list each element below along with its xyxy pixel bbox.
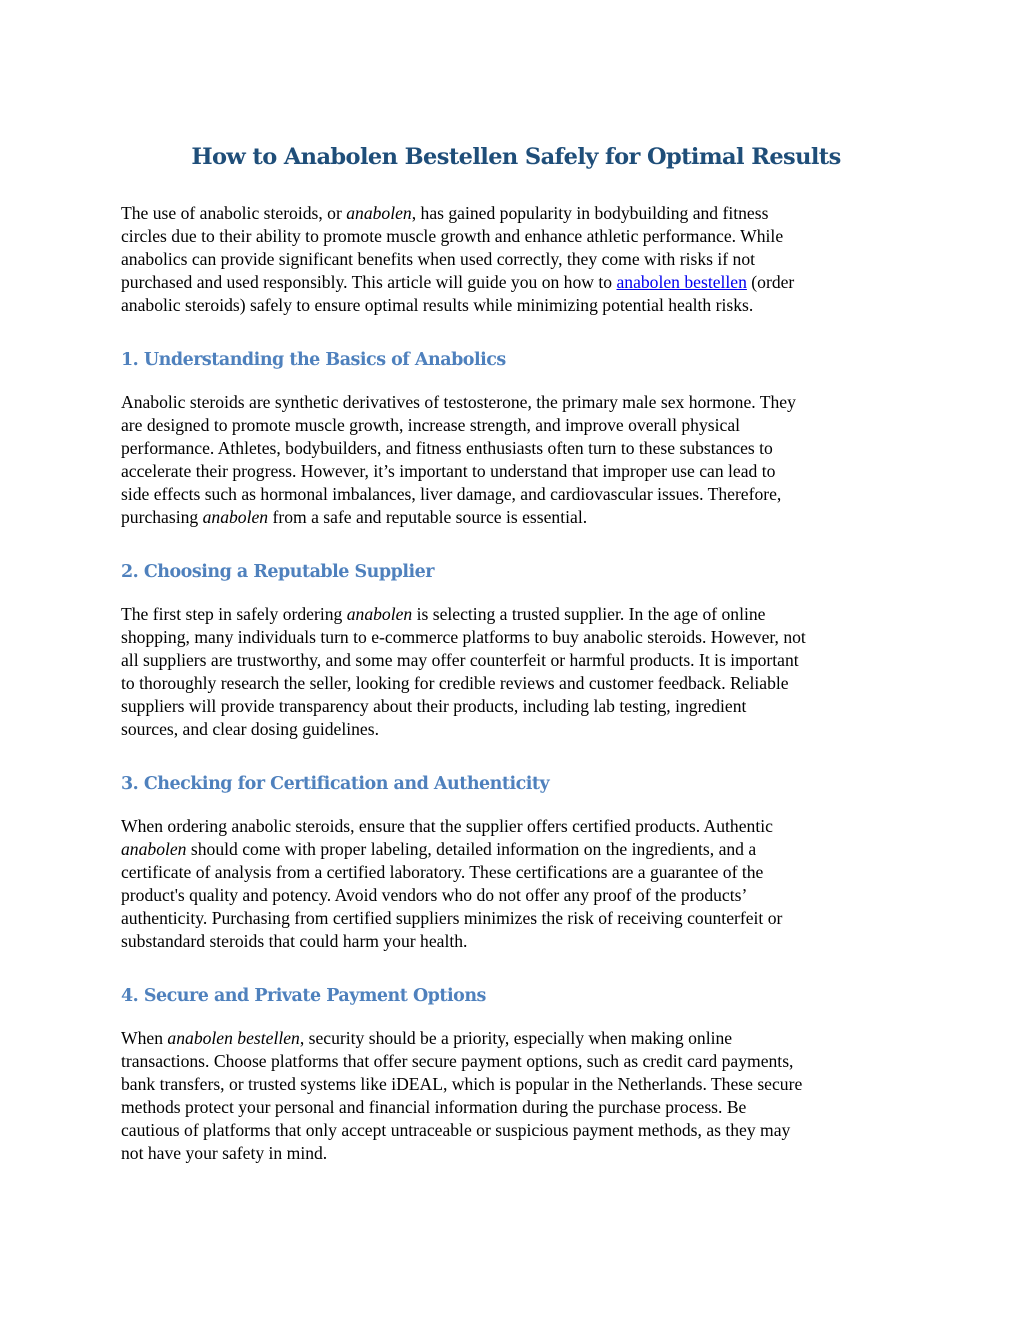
text-line: suppliers will provide transparency about their products, including lab testing, ingredient	[121, 696, 747, 716]
text-run: should come with proper labeling, detailed information on the ingredients, and a	[186, 839, 757, 859]
text-line: methods protect your personal and financial information during the purchase process. Be	[121, 1097, 747, 1117]
emphasis-text: anabolen	[202, 507, 269, 527]
text-line: authenticity. Purchasing from certified suppliers minimizes the risk of receiving counterfeit or	[121, 908, 783, 928]
section-paragraph-basics	[121, 391, 911, 529]
document-title: How to Anabolen Bestellen Safely for Optimal Results	[191, 144, 841, 170]
text-run: from a safe and reputable source is essential.	[268, 507, 588, 527]
anabolen-bestellen-link[interactable]: anabolen bestellen	[616, 272, 747, 292]
text-line	[121, 1027, 911, 1050]
text-line: performance. Athletes, bodybuilders, and fitness enthusiasts often turn to these substances to	[121, 438, 773, 458]
emphasis-text: anabolen bestellen	[167, 1028, 300, 1048]
intro-paragraph	[121, 202, 911, 317]
text-line: When ordering anabolic steroids, ensure that the supplier offers certified products. Authentic	[121, 816, 773, 836]
text-line: bank transfers, or trusted systems like iDEAL, which is popular in the Netherlands. These secure	[121, 1074, 803, 1094]
text-run: purchased and used responsibly. This article will guide you on how to	[121, 272, 617, 292]
text-line: certificate of analysis from a certified laboratory. These certifications are a guarantee of the	[121, 862, 764, 882]
text-run: When	[121, 1028, 168, 1048]
text-run: , has gained popularity in bodybuilding and fitness	[411, 203, 769, 223]
text-line: Anabolic steroids are synthetic derivatives of testosterone, the primary male sex hormone. They	[121, 392, 796, 412]
text-run: purchasing	[121, 507, 203, 527]
text-line: not have your safety in mind.	[121, 1143, 328, 1163]
document-content	[121, 140, 911, 1194]
text-line: anabolics can provide significant benefits when used correctly, they come with risks if not	[121, 249, 756, 269]
section-heading-basics: 1. Understanding the Basics of Anabolics	[121, 350, 506, 370]
text-line: transactions. Choose platforms that offer secure payment options, such as credit card payments,	[121, 1051, 794, 1071]
text-line: to thoroughly research the seller, looking for credible reviews and customer feedback. Reliable	[121, 673, 789, 693]
section-paragraph-payment	[121, 1027, 911, 1165]
text-run: (order	[746, 272, 795, 292]
text-line	[121, 603, 911, 626]
text-run: , security should be a priority, especially when making online	[299, 1028, 733, 1048]
emphasis-text: anabolen	[121, 839, 187, 859]
text-line: substandard steroids that could harm your health.	[121, 931, 468, 951]
section-heading-certification: 3. Checking for Certification and Authenticity	[121, 774, 550, 794]
text-line	[121, 202, 911, 225]
text-line	[121, 506, 911, 529]
section-heading-payment: 4. Secure and Private Payment Options	[121, 986, 486, 1006]
text-line: anabolic steroids) safely to ensure optimal results while minimizing potential health risks.	[121, 295, 754, 315]
text-line: shopping, many individuals turn to e-commerce platforms to buy anabolic steroids. However, not	[121, 627, 806, 647]
emphasis-text: anabolen	[346, 604, 413, 624]
text-line: circles due to their ability to promote muscle growth and enhance athletic performance. While	[121, 226, 784, 246]
text-line: are designed to promote muscle growth, increase strength, and improve overall physical	[121, 415, 741, 435]
section-paragraph-certification	[121, 815, 911, 953]
text-line: product's quality and potency. Avoid vendors who do not offer any proof of the products’	[121, 885, 748, 905]
text-line: side effects such as hormonal imbalances, liver damage, and cardiovascular issues. Therefore,	[121, 484, 782, 504]
text-line: sources, and clear dosing guidelines.	[121, 719, 379, 739]
text-line: cautious of platforms that only accept untraceable or suspicious payment methods, as they may	[121, 1120, 791, 1140]
text-line	[121, 838, 911, 861]
text-run: The use of anabolic steroids, or	[121, 203, 347, 223]
text-run: is selecting a trusted supplier. In the age of online	[412, 604, 766, 624]
emphasis-text: anabolen	[346, 203, 412, 223]
section-paragraph-supplier	[121, 603, 911, 741]
text-line	[121, 271, 911, 294]
text-run: The first step in safely ordering	[121, 604, 347, 624]
section-heading-supplier: 2. Choosing a Reputable Supplier	[121, 562, 434, 582]
text-line: all suppliers are trustworthy, and some may offer counterfeit or harmful products. It is important	[121, 650, 799, 670]
text-line: accelerate their progress. However, it’s important to understand that improper use can lead to	[121, 461, 776, 481]
